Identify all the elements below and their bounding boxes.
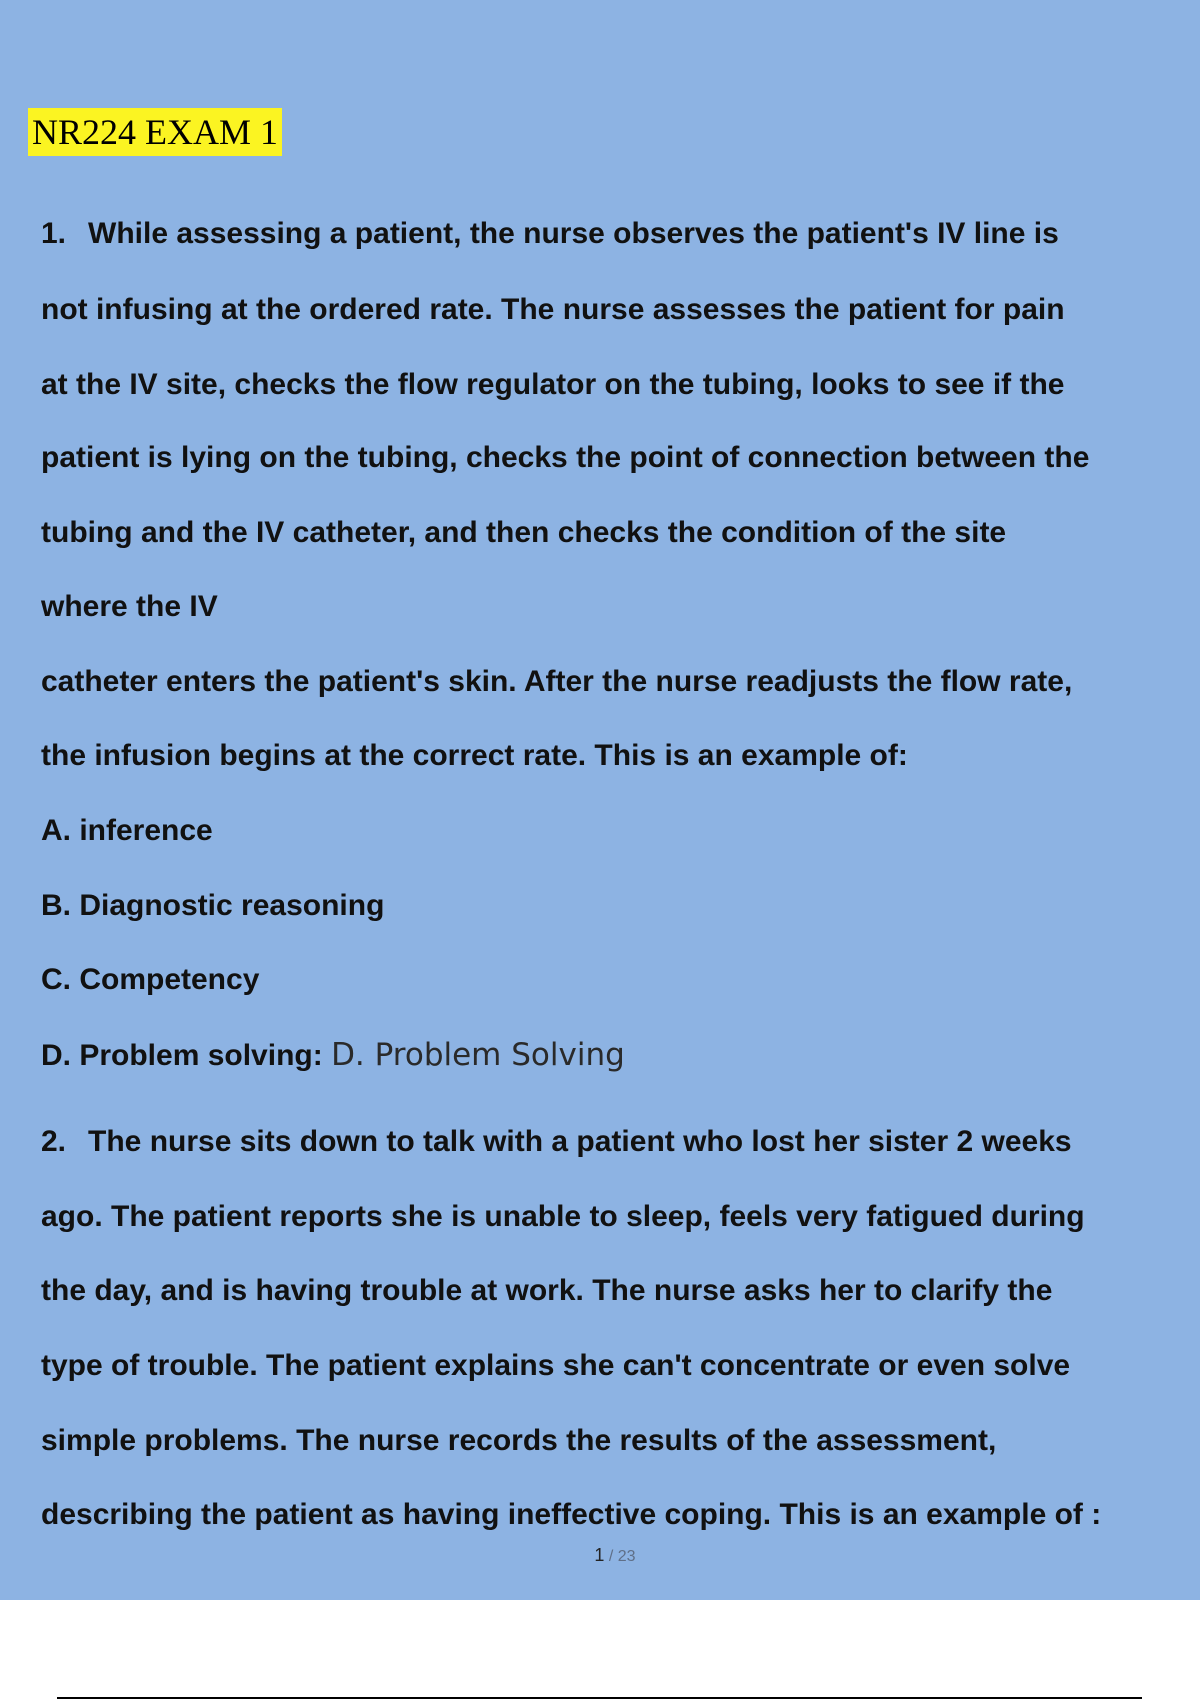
- question-1-line-5: tubing and the IV catheter, and then checks the condition of the site: [41, 516, 1007, 549]
- question-2-line-4: type of trouble. The patient explains she can't concentrate or even solve: [41, 1349, 1071, 1382]
- question-1-line-7: catheter enters the patient's skin. After the nurse readjusts the flow rate,: [41, 665, 1073, 698]
- document-title: NR224 EXAM 1: [28, 108, 282, 156]
- question-2-line-6: describing the patient as having ineffective coping. This is an example of :: [41, 1498, 1102, 1531]
- question-2-line-2: ago. The patient reports she is unable to sleep, feels very fatigued during: [41, 1200, 1085, 1233]
- question-2-line-5: simple problems. The nurse records the results of the assessment,: [41, 1424, 997, 1457]
- question-1-option-a: A. inference: [41, 814, 213, 847]
- question-2-line-1: 2. The nurse sits down to talk with a patient who lost her sister 2 weeks: [41, 1125, 1072, 1158]
- question-1-line-2: not infusing at the ordered rate. The nurse assesses the patient for pain: [41, 293, 1065, 326]
- question-2-number: 2.: [41, 1125, 67, 1158]
- total-pages: 23: [617, 1548, 636, 1565]
- question-1-line-4: patient is lying on the tubing, checks the point of connection between the: [41, 441, 1090, 474]
- question-1-answer: D. Problem Solving: [331, 1037, 625, 1073]
- question-1-line-6: where the IV: [41, 590, 218, 623]
- question-1-line-1: 1. While assessing a patient, the nurse observes the patient's IV line is: [41, 217, 1059, 250]
- question-1-number: 1.: [41, 217, 67, 250]
- question-2-line-3: the day, and is having trouble at work. The nurse asks her to clarify the: [41, 1274, 1053, 1307]
- question-1-option-d: D. Problem solving: D. Problem Solving: [41, 1037, 625, 1073]
- page-indicator: 1 / 23: [594, 1545, 636, 1565]
- question-1-line-8: the infusion begins at the correct rate. This is an example of:: [41, 739, 908, 772]
- question-1-option-c: C. Competency: [41, 963, 260, 996]
- question-1-line-3: at the IV site, checks the flow regulator on the tubing, looks to see if the: [41, 368, 1065, 401]
- question-1-option-b: B. Diagnostic reasoning: [41, 889, 385, 922]
- page-divider: [57, 1697, 1142, 1699]
- current-page: 1: [594, 1545, 605, 1565]
